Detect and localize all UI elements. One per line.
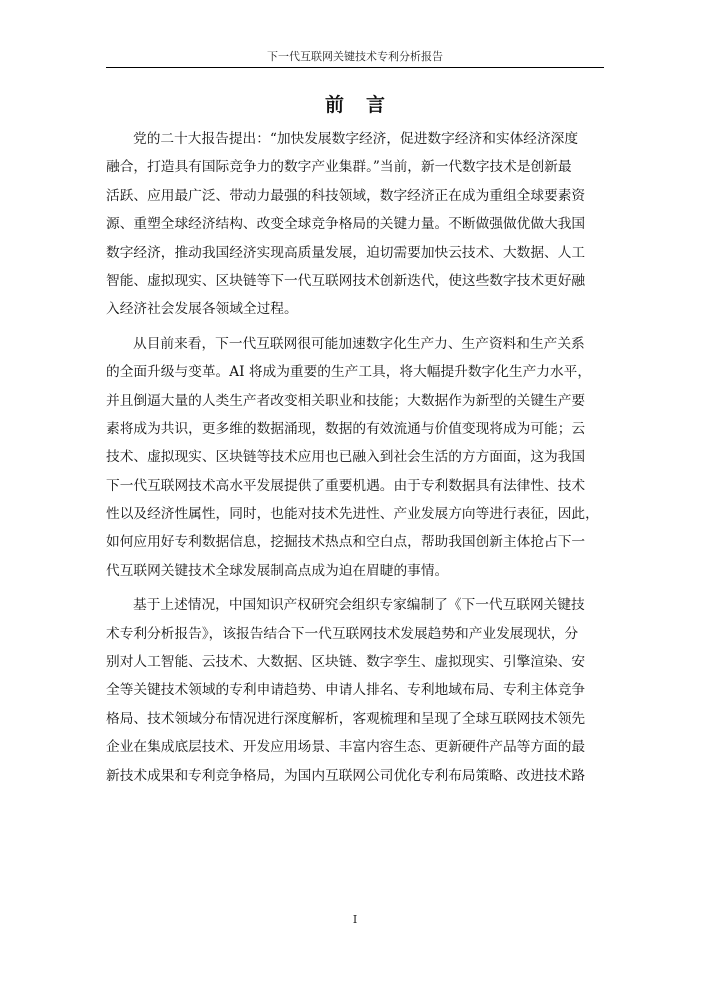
text-line: 如何应用好专利数据信息，挖掘技术热点和空白点，帮助我国创新主体抢占下一: [106, 534, 586, 551]
text-line: 新技术成果和专利竞争格局，为国内互联网公司优化专利布局策略、改进技术路: [106, 767, 586, 784]
text-line: 性以及经济性属性，同时，也能对技术先进性、产业发展方向等进行表征，因此，: [106, 506, 599, 523]
text-line: 素将成为共识，更多维的数据涌现，数据的有效流通与价值变现将成为可能；云: [106, 420, 586, 437]
page-number: I: [352, 913, 358, 926]
text-line: 别对人工智能、云技术、大数据、区块链、数字孪生、虚拟现实、引擎渲染、安: [106, 654, 586, 671]
text-line: 全等关键技术领域的专利申请趋势、申请人排名、专利地域布局、专利主体竞争: [106, 682, 586, 699]
running-header: 下一代互联网关键技术专利分析报告: [267, 50, 443, 63]
paragraph: [106, 125, 604, 324]
text-line: 入经济社会发展各领域全过程。: [106, 301, 298, 318]
page-title: 前言: [324, 94, 407, 116]
text-line: 的全面升级与变革。AI 将成为重要的生产工具，将大幅提升数字化生产力水平，: [106, 364, 592, 381]
text-line: 党的二十大报告提出：“加快发展数字经济，促进数字经济和实体经济深度: [133, 131, 579, 147]
text-line: 从目前来看，下一代互联网很可能加速数字化生产力、生产资料和生产关系: [133, 335, 585, 352]
text-line: 格局、技术领域分布情况进行深度解析，客观梳理和呈现了全球互联网技术领先: [106, 710, 586, 727]
text-line: 并且倒逼大量的人类生产者改变相关职业和技能；大数据作为新型的关键生产要: [106, 392, 586, 409]
paragraph: [106, 591, 604, 790]
text-line: 下一代互联网技术高水平发展提供了重要机遇。由于专利数据具有法律性、技术: [106, 477, 586, 494]
text-line: 源、重塑全球经济结构、改变全球竞争格局的关键力量。不断做强做优做大我国: [106, 216, 586, 233]
text-line: 基于上述情况，中国知识产权研究会组织专家编制了《下一代互联网关键技: [133, 597, 585, 614]
text-line: 数字经济，推动我国经济实现高质量发展，迫切需要加快云技术、大数据、人工: [106, 244, 586, 261]
text-line: 企业在集成底层技术、开发应用场景、丰富内容生态、更新硬件产品等方面的最: [106, 739, 586, 756]
body-text: [106, 125, 604, 796]
header-rule: [106, 67, 604, 68]
text-line: 活跃、应用最广泛、带动力最强的科技领域，数字经济正在成为重组全球要素资: [106, 187, 586, 204]
text-line: 术专利分析报告》，该报告结合下一代互联网技术发展趋势和产业发展现状，分: [106, 625, 579, 642]
text-line: 智能、虚拟现实、区块链等下一代互联网技术创新迭代，使这些数字技术更好融: [106, 272, 586, 289]
text-line: 代互联网关键技术全球发展制高点成为迫在眉睫的事情。: [106, 562, 449, 579]
text-line: 技术、虚拟现实、区块链等技术应用也已融入到社会生活的方方面面，这为我国: [106, 449, 586, 466]
paragraph: [106, 330, 604, 586]
text-line: 融合，打造具有国际竞争力的数字产业集群。”当前，新一代数字技术是创新最: [106, 159, 572, 176]
